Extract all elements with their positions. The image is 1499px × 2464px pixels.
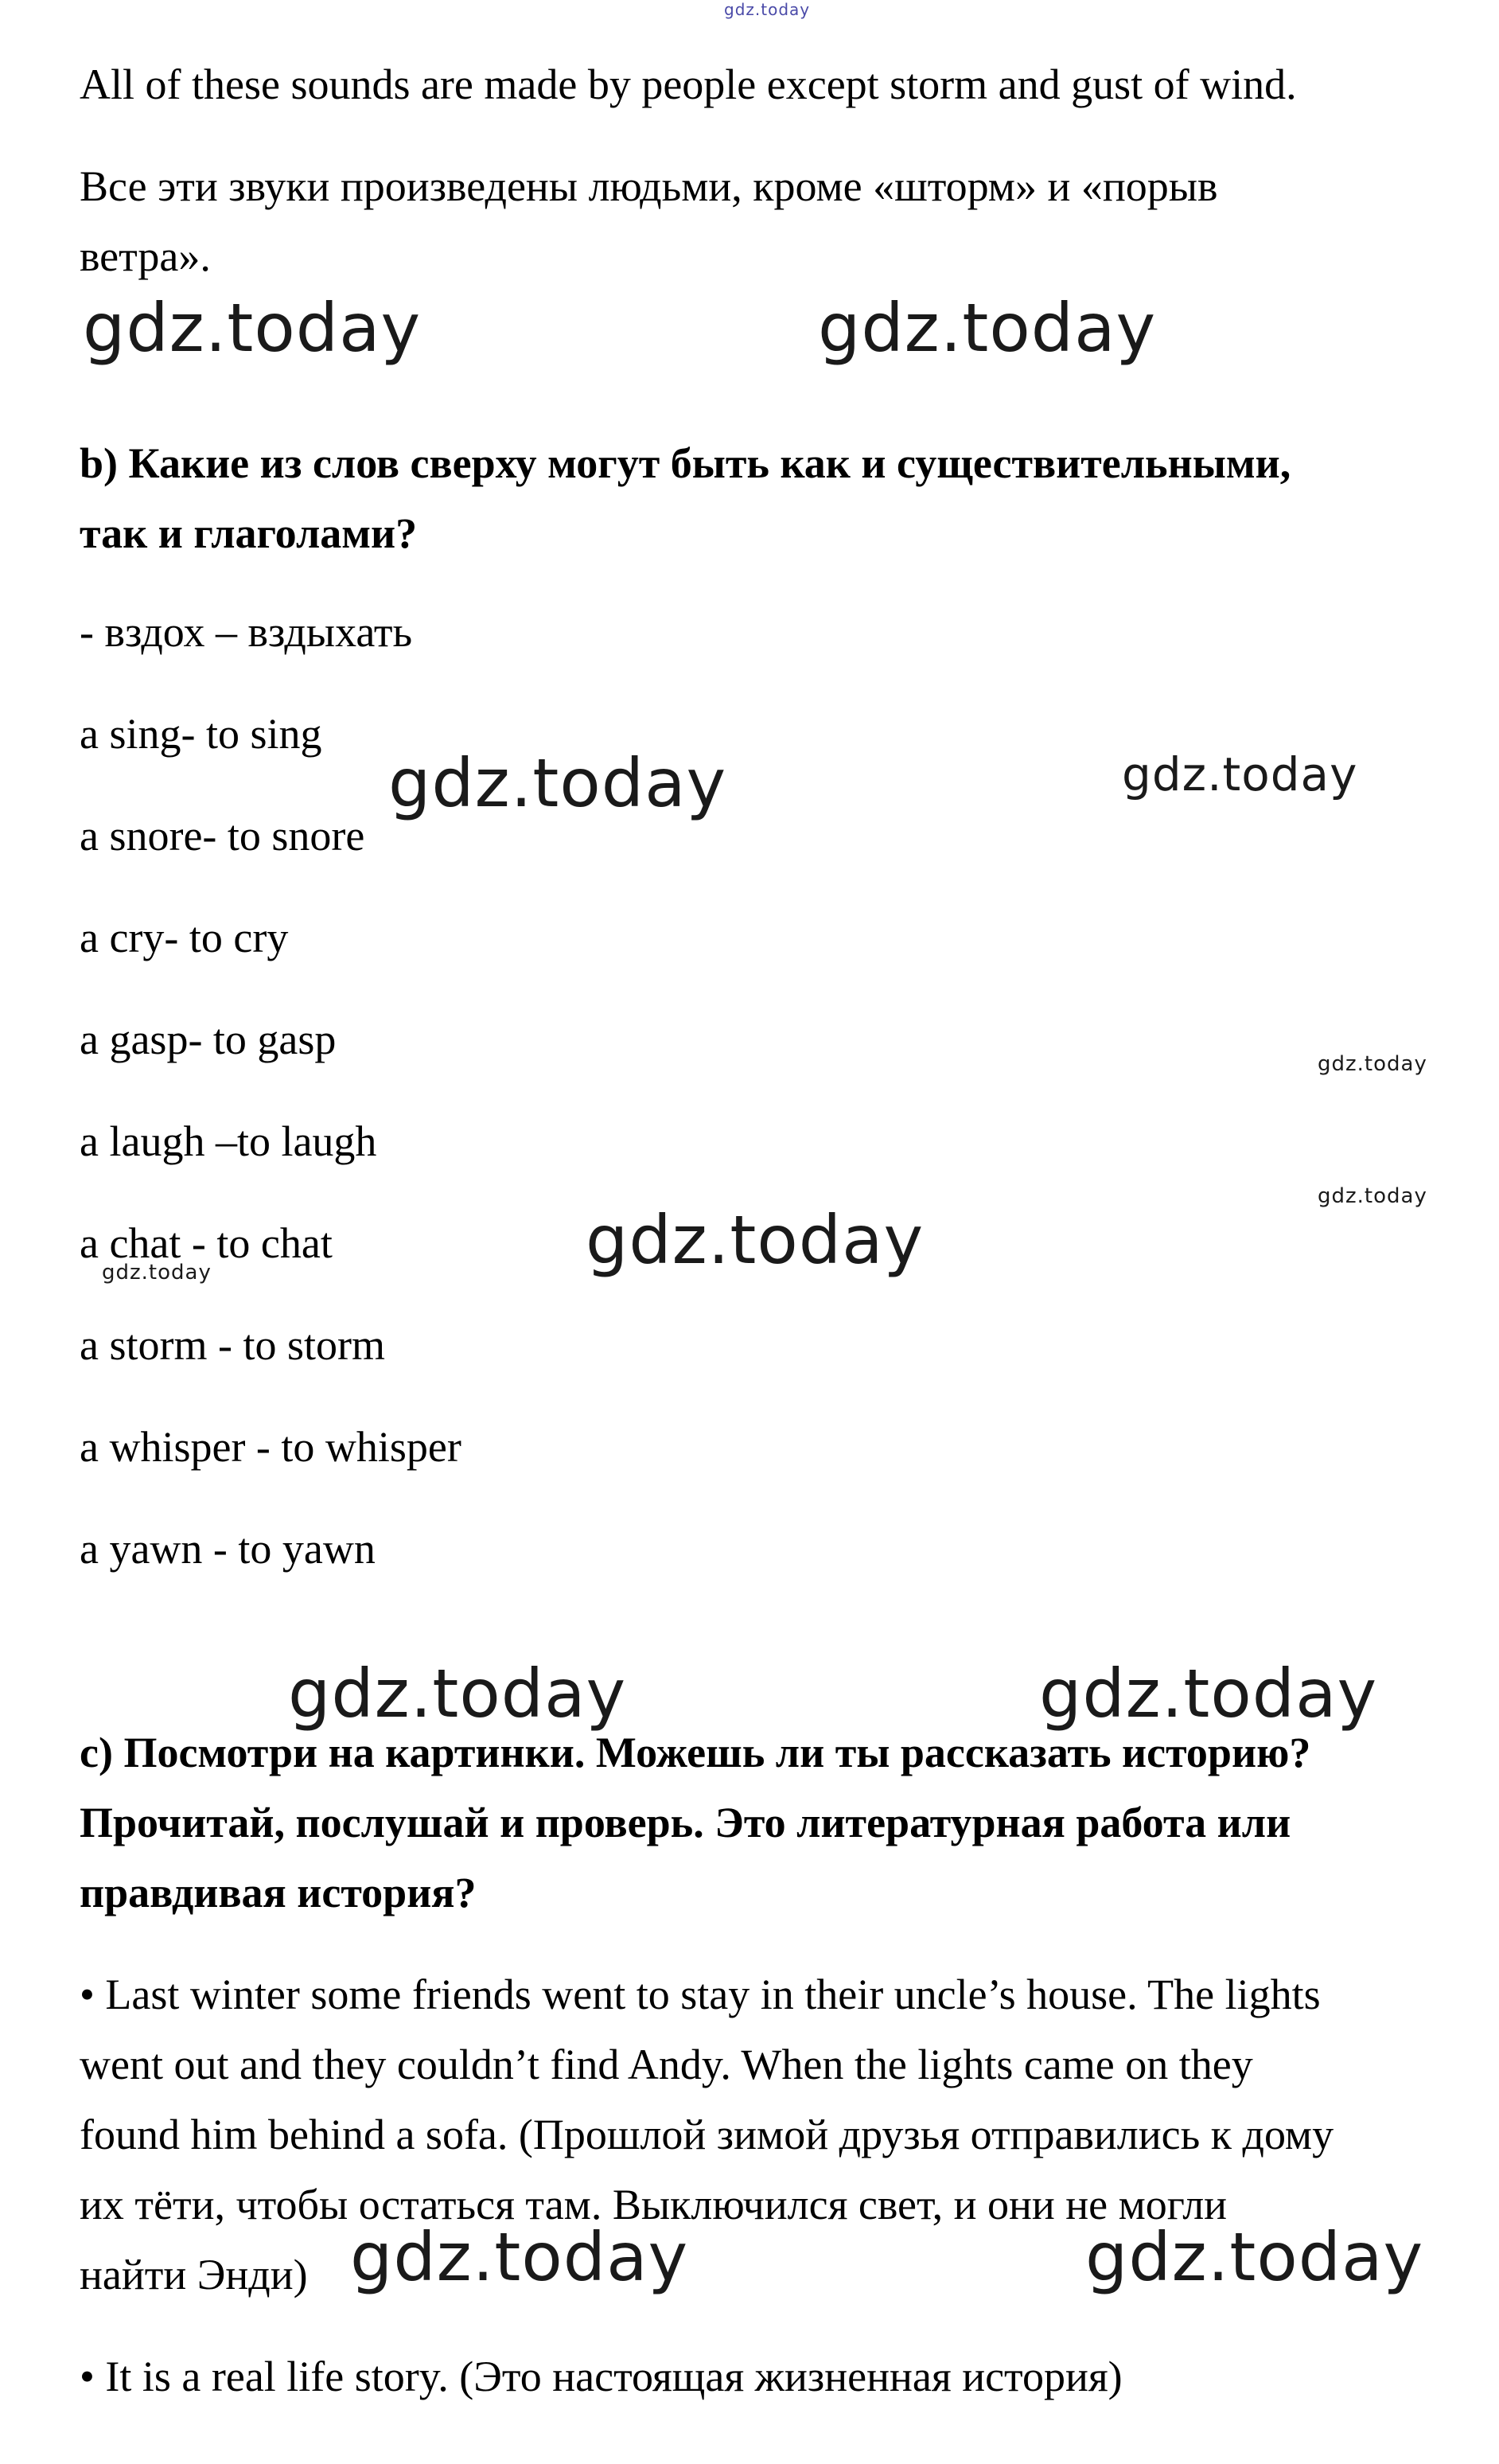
heading-b-line1: b) Какие из слов сверху могут быть как и существительными, xyxy=(80,439,1291,487)
list-item: a yawn - to yawn xyxy=(80,1525,376,1573)
list-item: a storm - to storm xyxy=(80,1321,385,1369)
watermark: gdz.today xyxy=(102,1261,212,1285)
paragraph-english-note: All of these sounds are made by people except storm and gust of wind. xyxy=(80,60,1297,108)
paragraph-russian-note-line2: ветра». xyxy=(80,232,211,280)
watermark: gdz.today xyxy=(350,2218,689,2296)
answer-line: • It is a real life story. (Это настоящая жизненная история) xyxy=(80,2353,1123,2400)
watermark: gdz.today xyxy=(1085,2218,1424,2296)
list-item: a chat - to chat xyxy=(80,1219,333,1267)
watermark: gdz.today xyxy=(818,289,1157,367)
watermark: gdz.today xyxy=(388,744,727,822)
story-line: • Last winter some friends went to stay in their uncle’s house. The lights xyxy=(80,1971,1321,2018)
paragraph-russian-note-line1: Все эти звуки произведены людьми, кроме «шторм» и «порыв xyxy=(80,162,1218,210)
list-item: - вздох – вздыхать xyxy=(80,608,413,656)
watermark: gdz.today xyxy=(288,1655,627,1733)
heading-c-line2: Прочитай, послушай и проверь. Это литературная работа или xyxy=(80,1799,1291,1846)
list-item: a whisper - to whisper xyxy=(80,1423,461,1471)
watermark: gdz.today xyxy=(83,289,422,367)
story-line: их тёти, чтобы остаться там. Выключился свет, и они не могли xyxy=(80,2181,1228,2228)
watermark: gdz.today xyxy=(586,1201,925,1279)
watermark: gdz.today xyxy=(1318,1052,1427,1076)
list-item: a gasp- to gasp xyxy=(80,1016,337,1063)
list-item: a snore- to snore xyxy=(80,812,365,860)
list-item: a cry- to cry xyxy=(80,914,289,961)
watermark: gdz.today xyxy=(1122,747,1358,801)
watermark-top: gdz.today xyxy=(724,0,811,19)
story-line: went out and they couldn’t find Andy. When the lights came on they xyxy=(80,2041,1253,2088)
list-item: a sing- to sing xyxy=(80,710,322,758)
heading-b-line2: так и глаголами? xyxy=(80,509,418,557)
list-item: a laugh –to laugh xyxy=(80,1117,377,1165)
story-line: найти Энди) xyxy=(80,2251,308,2298)
heading-c-line1: c) Посмотри на картинки. Можешь ли ты рассказать историю? xyxy=(80,1729,1311,1776)
story-line: found him behind a sofa. (Прошлой зимой друзья отправились к дому xyxy=(80,2111,1334,2158)
watermark: gdz.today xyxy=(1039,1655,1378,1733)
watermark: gdz.today xyxy=(1318,1184,1427,1208)
heading-c-line3: правдивая история? xyxy=(80,1869,477,1916)
